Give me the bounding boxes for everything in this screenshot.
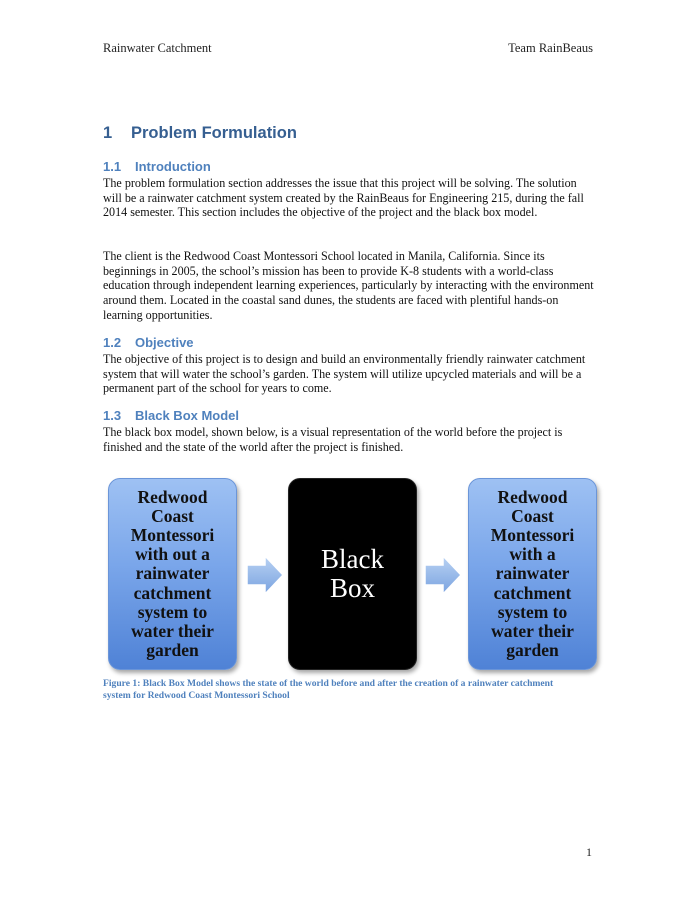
subsection-title: Black Box Model [135, 408, 240, 423]
section-heading [103, 124, 297, 143]
diagram-center-text: Black Box [321, 544, 384, 603]
subsection-title: Introduction [135, 159, 211, 174]
section-number: 1 [103, 124, 113, 142]
diagram-after-box [468, 478, 597, 670]
subsection-heading-black-box [103, 408, 239, 423]
subsection-title: Objective [135, 335, 194, 350]
section-title: Problem Formulation [131, 124, 297, 142]
intro-paragraph-2: The client is the Redwood Coast Montessori School located in Manila, California. Since its beginnings in 2005, the school’s mission has been to provide K-8 students with a world-class education through independent learning experiences, particularly by interacting with the environment around them. Located in the coastal sand dunes, the students are faced with plentiful hands-on learning opportunities. [103, 249, 594, 322]
running-header-team: Team RainBeaus [508, 41, 593, 55]
page-number: 1 [586, 845, 592, 859]
subsection-number: 1.3 [103, 408, 122, 423]
intro-paragraph-1: The problem formulation section addresses the issue that this project will be solving. The solution will be a rainwater catchment system created by the RainBeaus for Engineering 215, during the fall 2014 semester. This section includes the objective of the project and the black box model. [103, 176, 584, 220]
diagram-after-text: Redwood Coast Montessori with a rainwater catchment system to water their garden [490, 486, 575, 661]
subsection-heading-introduction [103, 159, 211, 174]
subsection-number: 1.1 [103, 159, 122, 174]
running-header-title: Rainwater Catchment [103, 41, 212, 55]
diagram-before-box [108, 478, 237, 670]
diagram-black-box [288, 478, 417, 670]
right-arrow-icon [424, 555, 462, 595]
black-box-paragraph: The black box model, shown below, is a visual representation of the world before the project is finished and the state of the world after the project is finished. [103, 425, 563, 454]
subsection-number: 1.2 [103, 335, 122, 350]
figure-caption: Figure 1: Black Box Model shows the state of the world before and after the creation of a rainwater catchment system for Redwood Coast Montessori School [103, 678, 554, 701]
objective-paragraph: The objective of this project is to design and build an environmentally friendly rainwater catchment system that will water the school’s garden. The system will utilize upcycled materials and will be a permanent part of the school for years to come. [103, 352, 586, 396]
subsection-heading-objective [103, 335, 194, 350]
right-arrow-icon [246, 555, 284, 595]
diagram-before-text: Redwood Coast Montessori with out a rainwater catchment system to water their garden [130, 486, 215, 661]
